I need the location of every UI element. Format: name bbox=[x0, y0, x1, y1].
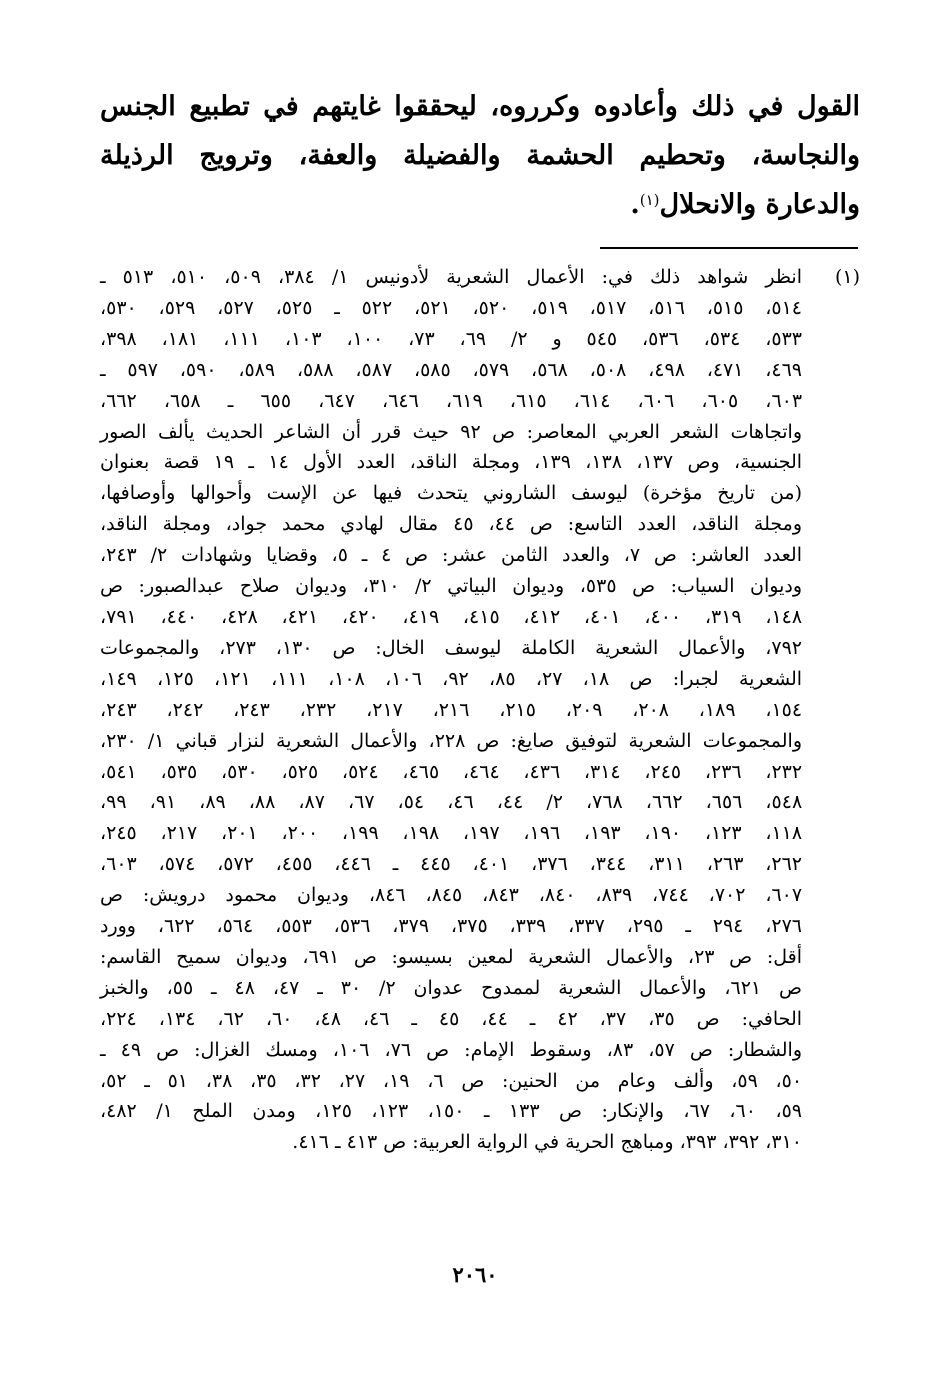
footnote-line: ٦٠٣، ٦٠٥، ٦٠٦، ٦١٤، ٦١٥، ٦١٩، ٦٤٦، ٦٤٧، ٦٥٥ ـ ٦٥٨، ٦٦٢، bbox=[100, 389, 803, 412]
footnote-line: أقل: ص ٢٣، والأعمال الشعرية لمعين بسيسو: ص ٦٩١، وديوان سميح القاسم: bbox=[100, 945, 802, 968]
footnote-line: وديوان السياب: ص ٥٣٥، وديوان البياتي ٢/ ٣١٠، وديوان صلاح عبدالصبور: ص bbox=[100, 575, 803, 598]
footnote-line: والشطار: ص ٥٧، ٨٣، وسقوط الإمام: ص ٧٦، ١٠٦، ومسك الغزال: ص ٤٩ ـ bbox=[100, 1038, 803, 1061]
footnote-line: والمجموعات الشعرية لتوفيق صايغ: ص ٢٢٨، والأعمال الشعرية لنزار قباني ١/ ٢٣٠، bbox=[100, 729, 802, 752]
body-paragraph bbox=[100, 82, 860, 229]
footnote-line: الجنسية، وص ١٣٧، ١٣٨، ١٣٩، ومجلة الناقد، العدد الأول ١٤ ـ ١٩ قصة بعنوان bbox=[100, 451, 803, 474]
footnote-line: انظر شواهد ذلك في: الأعمال الشعرية لأدونيس ١/ ٣٨٤، ٥٠٩، ٥١٠، ٥١٣ ـ bbox=[100, 266, 803, 288]
footnote-line: ص ٦٢١، والأعمال الشعرية لممدوح عدوان ٢/ ٣٠ ـ ٤٧، ٤٨ ـ ٥٥، والخبز bbox=[100, 976, 802, 999]
footnote-line: ٦٠٧، ٧٠٢، ٧٤٤، ٨٣٩، ٨٤٠، ٨٤٣، ٨٤٥، ٨٤٦، وديوان محمود درويش: ص bbox=[100, 884, 803, 907]
footnote-line: ٢٣٢، ٢٣٦، ٢٤٥، ٣١٤، ٤٣٦، ٤٦٤، ٤٦٥، ٥٢٤، ٥٢٥، ٥٣٠، ٥٣٥، ٥٤١، bbox=[100, 760, 803, 783]
footnote-line: (من تاريخ مؤخرة) ليوسف الشاروني يتحدث فيها عن الإست وأحوالها وأوصافها، bbox=[100, 482, 802, 505]
footnote-line: ١١٨، ١٢٣، ١٩٠، ١٩٣، ١٩٦، ١٩٧، ١٩٨، ١٩٩، ٢٠٠، ٢٠١، ٢١٧، ٢٤٥، bbox=[100, 822, 803, 845]
footnote-line: ٥٠، ٥٩، وألف وعام من الحنين: ص ٦، ١٩، ٢٧، ٣٢، ٣٥، ٣٨، ٥١ ـ ٥٢، bbox=[100, 1069, 803, 1092]
footnote-separator bbox=[600, 247, 858, 249]
footnote-line: الحافي: ص ٣٥، ٣٧، ٤٢ ـ ٤٤، ٤٥ ـ ٤٦، ٤٨، ٦٠، ٦٢، ١٣٤، ٢٢٤، bbox=[100, 1007, 803, 1030]
footnote-line: ٥١٤، ٥١٥، ٥١٦، ٥١٧، ٥١٩، ٥٢٠، ٥٢١، ٥٢٢ ـ ٥٢٥، ٥٢٧، ٥٢٩، ٥٣٠، bbox=[100, 296, 803, 319]
footnote-line: ١٥٤، ١٨٩، ٢٠٨، ٢٠٩، ٢١٥، ٢١٦، ٢١٧، ٢٣٢، ٢٤٣، ٢٤٢، ٢٤٣، bbox=[100, 698, 803, 721]
body-end-punct: . bbox=[630, 189, 640, 220]
footnote-marker: (١) bbox=[834, 266, 860, 288]
footnote-line: ٧٩٢، والأعمال الشعرية الكاملة ليوسف الخال: ص ١٣٠، ٢٧٣، والمجموعات bbox=[100, 636, 803, 659]
footnote-line: العدد العاشر: ص ٧، والعدد الثامن عشر: ص ٤ ـ ٥، وقضايا وشهادات ٢/ ٢٤٣، bbox=[100, 544, 803, 567]
footnote-line: ١٤٨، ٣١٩، ٤٠٠، ٤٠١، ٤١٢، ٤١٥، ٤١٩، ٤٢٠، ٤٢١، ٤٢٨، ٤٤٠، ٧٩١، bbox=[100, 605, 803, 628]
footnote-line: ٢٦٢، ٢٦٣، ٣١١، ٣٤٤، ٣٧٦، ٤٠١، ٤٤٥ ـ ٤٤٦، ٤٥٥، ٥٧٢، ٥٧٤، ٦٠٣، bbox=[100, 853, 803, 876]
footnote-body bbox=[100, 262, 802, 1158]
page-number: ٢٠٦٠ bbox=[452, 1262, 498, 1287]
body-text: القول في ذلك وأعادوه وكرروه، ليحققوا غايتهم في تطبيع الجنس والنجاسة، وتحطيم الحشمة والفضيلة والعفة، وترويج الرذيلة والدعارة والانحلال bbox=[100, 91, 860, 220]
footnote-line: الشعرية لجبرا: ص ١٨، ٢٧، ٨٥، ٩٢، ١٠٦، ١٠٨، ١١١، ١٢١، ١٢٥، ١٤٩، bbox=[100, 667, 803, 690]
footnote-line: ٢٧٦، ٢٩٤ ـ ٢٩٥، ٣٣٧، ٣٣٩، ٣٧٥، ٣٧٩، ٥٣٦، ٥٥٣، ٥٦٤، ٦٢٢، وورد bbox=[100, 915, 802, 938]
footnote-line: ومجلة الناقد، العدد التاسع: ص ٤٤، ٤٥ مقال لهادي محمد جواد، ومجلة الناقد، bbox=[100, 513, 803, 536]
footnote-line: ٣١٠، ٣٩٢، ٣٩٣، ومباهج الحرية في الرواية العربية: ص ٤١٣ ـ ٤١٦. bbox=[292, 1131, 802, 1154]
footnote bbox=[100, 262, 860, 1158]
footnote-line: ٥٣٣، ٥٣٤، ٥٣٦، ٥٤٥ و ٢/ ٦٩، ٧٣، ١٠٠، ١٠٣، ١١١، ١٨١، ٣٩٨، bbox=[100, 327, 803, 350]
footnote-line: ٥٩، ٦٠، ٦٧، والإنكار: ص ١٣٣ ـ ١٥٠، ١٢٣، ١٢٥، ومدن الملح ١/ ٤٨٢، bbox=[100, 1100, 802, 1123]
footnote-reference: (١) bbox=[639, 191, 660, 209]
footnote-line: واتجاهات الشعر العربي المعاصر: ص ٩٢ حيث قرر أن الشاعر الحديث يألف الصور bbox=[100, 420, 802, 443]
footnote-line: ٤٦٩، ٤٧١، ٤٩٨، ٥٠٨، ٥٦٨، ٥٧٩، ٥٨٥، ٥٨٧، ٥٨٨، ٥٨٩، ٥٩٠، ٥٩٧ ـ bbox=[100, 358, 802, 381]
footnote-line: ٥٤٨، ٦٥٦، ٦٦٢، ٧٦٨، ٢/ ٤٤، ٤٦، ٥٤، ٦٧، ٨٧، ٨٨، ٨٩، ٩١، ٩٩، bbox=[100, 791, 803, 814]
